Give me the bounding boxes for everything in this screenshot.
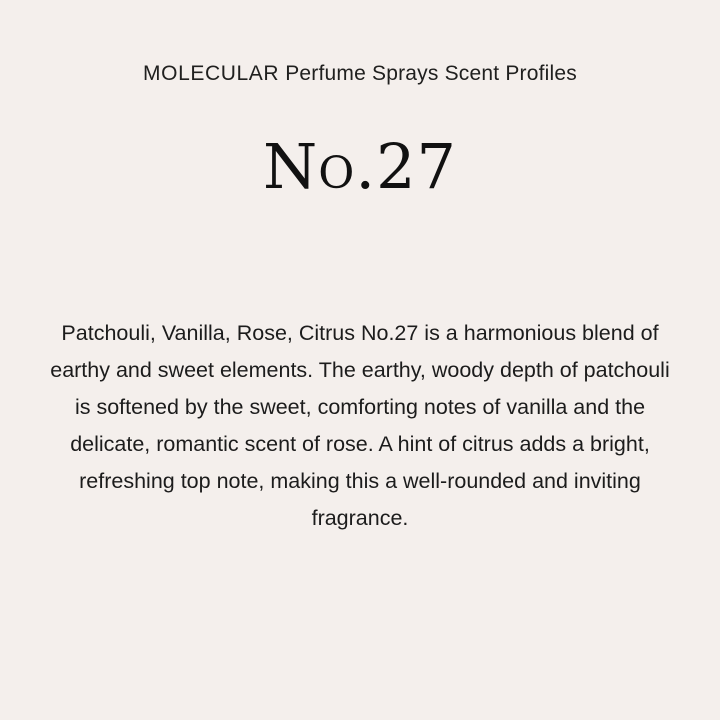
scent-description: Patchouli, Vanilla, Rose, Citrus No.27 is a harmonious blend of earthy and sweet elements. The earthy, woody depth of patchouli is softened by the sweet, comforting notes of vanilla and the delicate, romantic scent of rose. A hint of citrus adds a bright, refreshing top note, making this a well-rounded and inviting fragrance. — [50, 321, 670, 530]
page-eyebrow — [0, 62, 720, 86]
title-small-caps: O — [318, 148, 356, 199]
page-title — [0, 130, 720, 203]
eyebrow-rest: Perfume Sprays Scent Profiles — [279, 62, 577, 85]
brand-name: MOLECULAR — [143, 62, 280, 85]
title-suffix: .27 — [355, 130, 457, 203]
title-prefix: N — [263, 130, 319, 203]
